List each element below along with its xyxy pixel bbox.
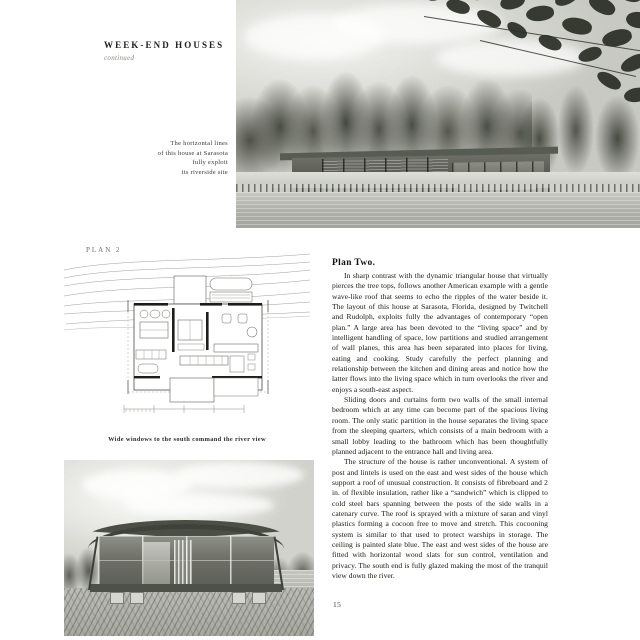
caption-line: fully exploit bbox=[192, 159, 228, 167]
plan-bedroom-inner bbox=[178, 320, 204, 350]
article-heading: Plan Two. bbox=[332, 258, 376, 268]
plan-kitchen bbox=[180, 356, 228, 365]
article-paragraph: In sharp contrast with the dynamic triangular house that virtually pierces the tree tops, follows another American example with a gentle wave-like roof that seems to echo the ripples of the water beside it. The layout of this house at Sarasota, Florida, designed by Twitchell and Rudolph, exploits fully the advantages of contemporary “open plan.” A large area has been devoted to the “living space” and by intelligent handling of space, low partitions and studied arrangement of wall planes, this area has been separated into places for living, eating and cooking. Study carefully the perfect planning and relationship between the kitchen and dining areas and notice how the latter flows into the living space which in turn overlooks the river and enjoys a south-east aspect. bbox=[332, 271, 548, 394]
page-number: 15 bbox=[333, 600, 342, 609]
plan-terrace-block bbox=[174, 276, 252, 304]
plan-scale-bar bbox=[124, 405, 244, 413]
section-title: WEEK-END HOUSES bbox=[104, 40, 225, 50]
continued-label: continued bbox=[104, 54, 135, 62]
river-water bbox=[236, 192, 640, 228]
south-end-glazed-facade-photo bbox=[64, 460, 314, 636]
plan-entrance-court bbox=[170, 378, 258, 402]
photo-top-caption bbox=[116, 139, 228, 177]
cloud bbox=[174, 462, 304, 488]
running-head bbox=[104, 40, 254, 62]
cloud bbox=[124, 494, 274, 516]
riverside-house-exterior-photo bbox=[236, 0, 640, 228]
plan-label: PLAN 2 bbox=[86, 246, 122, 254]
photo-bottom-caption: Wide windows to the south command the river view bbox=[108, 436, 266, 443]
article-paragraph: Sliding doors and curtains form two walls of the small internal bedroom which at any time can become part of the spacious living room. The only static partition in the house separates the living space from the sleeping quarters, which consists of a main bedroom with a small lobby leading to the bathroom which has been thoughtfully planned adjacent to the entrance hall and living area. bbox=[332, 395, 548, 456]
caption-line: The horizontal lines bbox=[170, 140, 228, 147]
foreground-foliage bbox=[420, 0, 640, 136]
plan-bedroom-left bbox=[140, 310, 170, 338]
house-south-elevation bbox=[86, 520, 286, 606]
caption-line: its riverside site bbox=[181, 168, 228, 176]
caption-line: of this house at Sarasota bbox=[157, 149, 228, 157]
article-paragraph: The structure of the house is rather unconventional. A system of post and lintels is used on the east and west sides of the house which support a roof of unusual construction. It consists of fibreboard and 2 in. of flexible insulation, rather like a “sandwich” which is clipped to cold steel bars spanning between the posts of the side walls in a catenary curve. The roof is sprayed with a mixture of saran and vinyl plastics forming a cocoon free to move and stretch. This cocooning system is similar to that used to protect warships in storage. The ceiling is painted slate blue. The east and west sides of the house are fitted with horizontal wood slats for sun control, ventilation and privacy. The south end is fully glazed making the most of the tranquil view down the river. bbox=[332, 457, 548, 580]
floor-plan-drawing bbox=[62, 252, 312, 424]
article-column bbox=[332, 258, 548, 581]
